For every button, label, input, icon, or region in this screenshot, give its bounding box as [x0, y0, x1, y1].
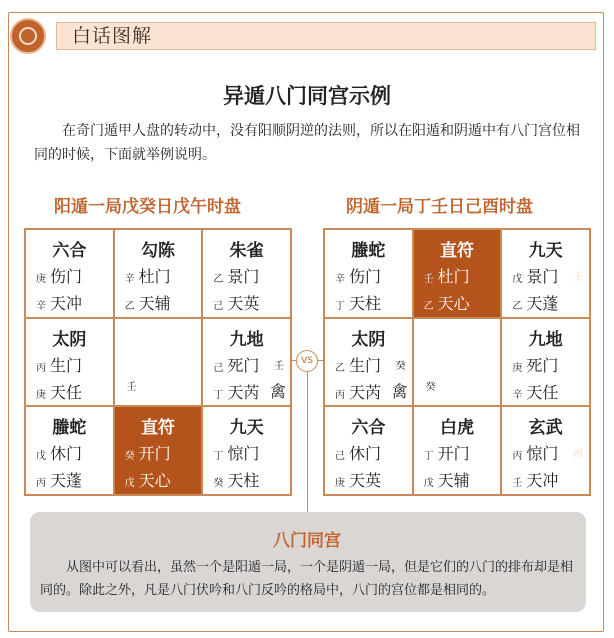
door-stem: 庚: [512, 362, 523, 374]
palace-cell: [114, 318, 203, 407]
star-label: 天心: [437, 294, 470, 313]
deity-label: 太阴: [52, 329, 87, 350]
faint-stem: 壬: [572, 272, 583, 283]
star-label: 天任: [526, 382, 559, 402]
palace-cell: [501, 318, 590, 407]
door-stem: 丙: [512, 451, 523, 463]
star-row: [335, 468, 381, 491]
star-row: [36, 380, 82, 403]
door-row: [125, 264, 171, 287]
deity-label: 六合: [52, 241, 87, 261]
deity-label: 九地: [229, 329, 264, 350]
left-chart-grid: [24, 228, 292, 496]
star-stem: 壬: [512, 478, 523, 490]
door-label: 杜门: [138, 267, 171, 286]
palace-cell: [25, 406, 114, 495]
door-stem: 丙: [36, 362, 46, 374]
palace-cell: [25, 318, 114, 407]
deity-label: 白虎: [439, 418, 474, 439]
door-stem: 己: [213, 362, 224, 374]
deity-label: 直符: [439, 241, 474, 261]
star-label: 天辅: [138, 294, 171, 313]
door-row: [512, 441, 558, 464]
door-label: 伤门: [349, 267, 382, 286]
door-stem: 辛: [124, 274, 135, 285]
faint-stem: 丙: [572, 449, 583, 461]
star-row: [213, 468, 259, 491]
door-label: 休门: [50, 444, 83, 464]
door-stem: 壬: [423, 274, 434, 285]
door-label: 景门: [227, 267, 260, 286]
door-row: [512, 353, 558, 376]
deity-label: 勾陈: [140, 241, 175, 261]
palace-cell: [324, 406, 413, 495]
deity-label: 九天: [528, 241, 563, 261]
connector-line-vertical: [307, 372, 308, 512]
door-row: [36, 353, 82, 376]
vs-badge: VS: [296, 350, 318, 372]
star-row: [335, 380, 381, 403]
right-chart-title: 阴遁一局丁壬日己酉时盘: [346, 197, 533, 217]
door-stem: 戊: [36, 451, 46, 463]
door-label: 惊门: [526, 444, 559, 464]
palace-cell: [202, 406, 291, 495]
emblem-icon: [10, 18, 46, 54]
door-label: 休门: [349, 444, 382, 464]
star-row: [512, 380, 558, 403]
star-stem: 丙: [335, 389, 345, 401]
door-label: 生门: [50, 355, 83, 375]
star-label: 天心: [138, 471, 171, 491]
door-row: [213, 264, 259, 287]
door-stem: 乙: [335, 362, 345, 374]
star-stem: 戊: [124, 478, 135, 490]
star-label: 天辅: [437, 471, 470, 491]
palace-cell: [501, 406, 590, 495]
palace-cell: [324, 229, 413, 318]
star-stem: 丙: [36, 478, 46, 490]
summary-title: 八门同宫: [273, 531, 341, 551]
star-row: [125, 291, 171, 314]
star-stem: 己: [213, 301, 224, 312]
door-row: [424, 264, 470, 287]
door-row: [125, 441, 171, 464]
star-row: [125, 468, 171, 491]
door-stem: 乙: [213, 274, 224, 285]
door-row: [335, 441, 381, 464]
side-stem: 癸: [395, 360, 406, 372]
palace-cell: [25, 229, 114, 318]
right-chart-grid: [323, 228, 591, 496]
palace-cell: [501, 229, 590, 318]
door-row: [335, 264, 381, 287]
star-row: [512, 468, 558, 491]
deity-label: 螣蛇: [52, 418, 87, 439]
star-qin: 禽: [269, 381, 286, 401]
star-label: 天蓬: [526, 294, 559, 313]
star-label: 天芮: [349, 382, 382, 402]
star-stem: 庚: [36, 389, 46, 401]
door-label: 死门: [526, 355, 559, 375]
center-stem: 壬: [126, 382, 137, 394]
door-stem: 癸: [124, 451, 135, 463]
door-label: 伤门: [50, 267, 83, 286]
star-label: 天冲: [50, 294, 83, 313]
star-row: [424, 291, 470, 314]
palace-cell: [413, 318, 502, 407]
door-label: 开门: [437, 444, 470, 464]
deity-label: 直符: [140, 418, 175, 439]
side-stem: 壬: [273, 360, 284, 372]
star-row: [424, 468, 470, 491]
door-row: [213, 353, 259, 376]
star-stem: 癸: [213, 478, 224, 490]
star-stem: 乙: [423, 301, 434, 312]
star-stem: 乙: [124, 301, 135, 312]
star-row: [36, 291, 82, 314]
door-stem: 丁: [423, 451, 434, 463]
deity-label: 玄武: [528, 418, 563, 439]
palace-cell: [413, 229, 502, 318]
intro-paragraph: 在奇门遁甲人盘的转动中，没有阳顺阴逆的法则，所以在阳遁和阴遁中有八门宫位相同的时候，下面就举例说明。: [34, 123, 580, 163]
star-row: [335, 291, 381, 314]
deity-label: 六合: [351, 418, 386, 439]
door-row: [424, 441, 470, 464]
star-row: [36, 468, 82, 491]
door-stem: 戊: [512, 274, 523, 285]
star-row: [213, 291, 259, 314]
door-label: 惊门: [227, 444, 260, 464]
center-stem: 癸: [425, 382, 436, 394]
palace-cell: [413, 406, 502, 495]
star-label: 天英: [349, 471, 382, 491]
star-stem: 辛: [512, 389, 523, 401]
star-row: [213, 380, 259, 403]
door-label: 死门: [227, 355, 260, 375]
door-label: 开门: [138, 444, 171, 464]
star-stem: 辛: [36, 301, 46, 312]
palace-cell: [202, 318, 291, 407]
star-row: [512, 291, 558, 314]
header-label: 白话图解: [72, 25, 153, 47]
star-label: 天冲: [526, 471, 559, 491]
door-row: [512, 264, 558, 287]
door-label: 杜门: [437, 267, 470, 286]
deity-label: 朱雀: [229, 241, 264, 261]
star-label: 天任: [50, 382, 83, 402]
door-stem: 丁: [213, 451, 224, 463]
door-stem: 己: [335, 451, 345, 463]
star-stem: 庚: [335, 478, 345, 490]
deity-label: 九天: [229, 418, 264, 439]
door-label: 生门: [349, 355, 382, 375]
star-label: 天柱: [227, 471, 260, 491]
star-label: 天芮: [227, 382, 260, 402]
door-label: 景门: [526, 267, 559, 286]
star-label: 天柱: [349, 294, 382, 313]
door-stem: 辛: [335, 274, 345, 285]
deity-label: 螣蛇: [351, 241, 386, 261]
left-chart-title: 阳遁一局戊癸日戊午时盘: [54, 197, 241, 217]
star-label: 天英: [227, 294, 260, 313]
star-stem: 丁: [213, 389, 224, 401]
door-row: [36, 441, 82, 464]
star-stem: 丁: [335, 301, 345, 312]
door-stem: 庚: [36, 274, 46, 285]
star-qin: 禽: [391, 381, 408, 401]
page-title: 异遁八门同宫示例: [223, 84, 391, 108]
summary-text: 从图中可以看出，虽然一个是阳遁一局，一个是阴遁一局，但是它们的八门的排布却是相同的。除此之外，凡是八门伏吟和八门反吟的格局中，八门的宫位都是相同的。: [40, 560, 574, 598]
door-row: [36, 264, 82, 287]
palace-cell: [324, 318, 413, 407]
door-row: [335, 353, 381, 376]
door-row: [213, 441, 259, 464]
star-stem: 戊: [423, 478, 434, 490]
star-stem: 乙: [512, 301, 523, 312]
deity-label: 九地: [528, 329, 563, 350]
palace-cell: [202, 229, 291, 318]
deity-label: 太阴: [351, 329, 386, 350]
palace-cell: [114, 406, 203, 495]
palace-cell: [114, 229, 203, 318]
star-label: 天蓬: [50, 471, 83, 491]
